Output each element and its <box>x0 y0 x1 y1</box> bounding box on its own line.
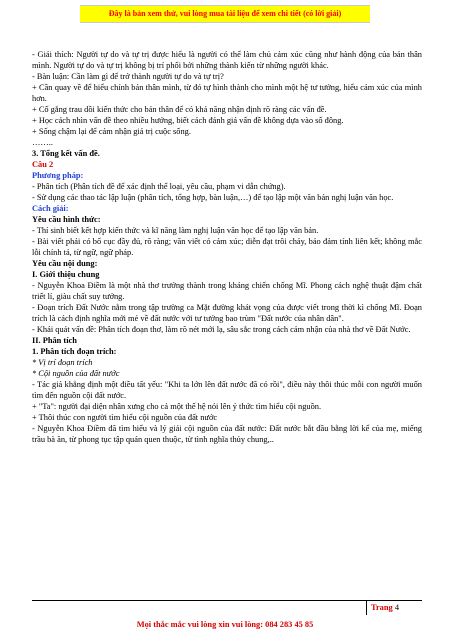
form-heading: Yêu cầu hình thức: <box>32 215 101 224</box>
page-number-box <box>366 601 422 615</box>
paragraph: + "Ta": người đại diện nhân xưng cho cả một thế hệ nói lên ý thức tìm hiểu cội nguồn. <box>32 402 322 411</box>
italic-subheading: * Cội nguồn của đất nước <box>32 369 120 378</box>
paragraph: - Khái quát vấn đề: Phân tích đoạn thơ, làm rõ nét mới lạ, sâu sắc trong cách cảm nhận của nhà thơ về Đất Nước. <box>32 325 411 334</box>
paragraph: - Sử dụng các thao tác lập luận (phân tích, tổng hợp, bàn luận,…) để tạo lập một văn bản nghị luận văn học. <box>32 193 394 202</box>
document-body <box>32 49 422 445</box>
italic-subheading: * Vị trí đoạn trích <box>32 358 93 367</box>
paragraph: - Nguyễn Khoa Điềm đã tìm hiểu và lý giải cội nguồn của đất nước: Đất nước bắt đầu bằng lời kể của mẹ, miếng trầu bà ăn, từ phong tục tập quán quen thuộc, từ tình nghĩa thủy chung,.. <box>32 424 422 444</box>
paragraph: + Sống chậm lại để cảm nhận giá trị cuộc sống. <box>32 127 191 136</box>
paragraph: - Đoạn trích Đất Nước nằm trong tập trường ca Mặt đường khát vọng của được viết trong thời kì chống Mĩ. Đoạn trích là cách định nghĩa mới mẻ về đất nước với tư tưởng bao trùm "Đất nước của nhân dân". <box>32 303 422 323</box>
paragraph: …….. <box>32 138 53 147</box>
paragraph: + Cố gắng trau dồi kiến thức cho bản thân để có khả năng nhận định rõ ràng các vấn đề. <box>32 105 327 114</box>
paragraph: - Phân tích (Phân tích đề để xác định thể loại, yêu cầu, phạm vi dẫn chứng). <box>32 182 286 191</box>
footer-divider <box>32 600 422 601</box>
paragraph: - Thí sinh biết kết hợp kiến thức và kĩ năng làm nghị luận văn học để tạo lập văn bản. <box>32 226 319 235</box>
paragraph: - Tác giả khẳng định một điều tất yếu: "Khi ta lớn lên đất nước đã có rồi", điều này thôi thúc mỗi con người muốn tìm đến nguồn cội đất nước. <box>32 380 422 400</box>
section-heading: 3. Tổng kết vấn đề. <box>32 149 100 158</box>
section-heading: II. Phân tích <box>32 336 77 345</box>
paragraph: - Bài viết phải có bố cục đầy đủ, rõ ràng; văn viết có cảm xúc; diễn đạt trôi chảy, bảo đảm tính liên kết; không mắc lỗi chính tả, từ ngữ, ngữ pháp. <box>32 237 422 257</box>
page-label: Trang <box>371 603 393 612</box>
page-number: 4 <box>394 603 399 612</box>
subsection-heading: 1. Phân tích đoạn trích: <box>32 347 117 356</box>
paragraph: - Bàn luận: Cần làm gì để trở thành người tự do và tự trị? <box>32 72 224 81</box>
solution-heading: Cách giải: <box>32 204 69 213</box>
paragraph: + Thôi thúc con người tìm hiểu cội nguồn của đất nước <box>32 413 218 422</box>
paragraph: - Nguyễn Khoa Điềm là một nhà thơ trưởng thành trong kháng chiến chống Mĩ. Phong cách nghệ thuật đậm chất triết lí, giàu chất suy tưởng. <box>32 281 422 301</box>
question-heading: Câu 2 <box>32 160 54 169</box>
paragraph: - Giải thích: Người tự do và tự trị được hiểu là người có thể làm chủ cảm xúc cũng như hành động của bản thân mình. Người tự do và tự trị không bị trí phối bởi những thành kiến từ những người khác. <box>32 50 422 70</box>
paragraph: + Học cách nhìn vấn đề theo nhiều hướng, biết cách đánh giá vấn đề không dựa vào số đông. <box>32 116 344 125</box>
contact-note: Mọi thắc mắc vui lòng xin vui lòng: 084 283 45 85 <box>136 620 314 629</box>
method-heading: Phương pháp: <box>32 171 84 180</box>
content-heading: Yêu cầu nội dung: <box>32 259 98 268</box>
paragraph: + Cần quay về để hiểu chính bản thân mình, từ đó tự hình thành cho mình một hệ tư tưởng, hiểu cảm xúc của mình hơn. <box>32 83 422 103</box>
preview-banner: Đây là bản xem thử, vui lòng mua tài liệu để xem chi tiết (có lời giải) <box>80 5 370 23</box>
section-heading: I. Giới thiệu chung <box>32 270 100 279</box>
